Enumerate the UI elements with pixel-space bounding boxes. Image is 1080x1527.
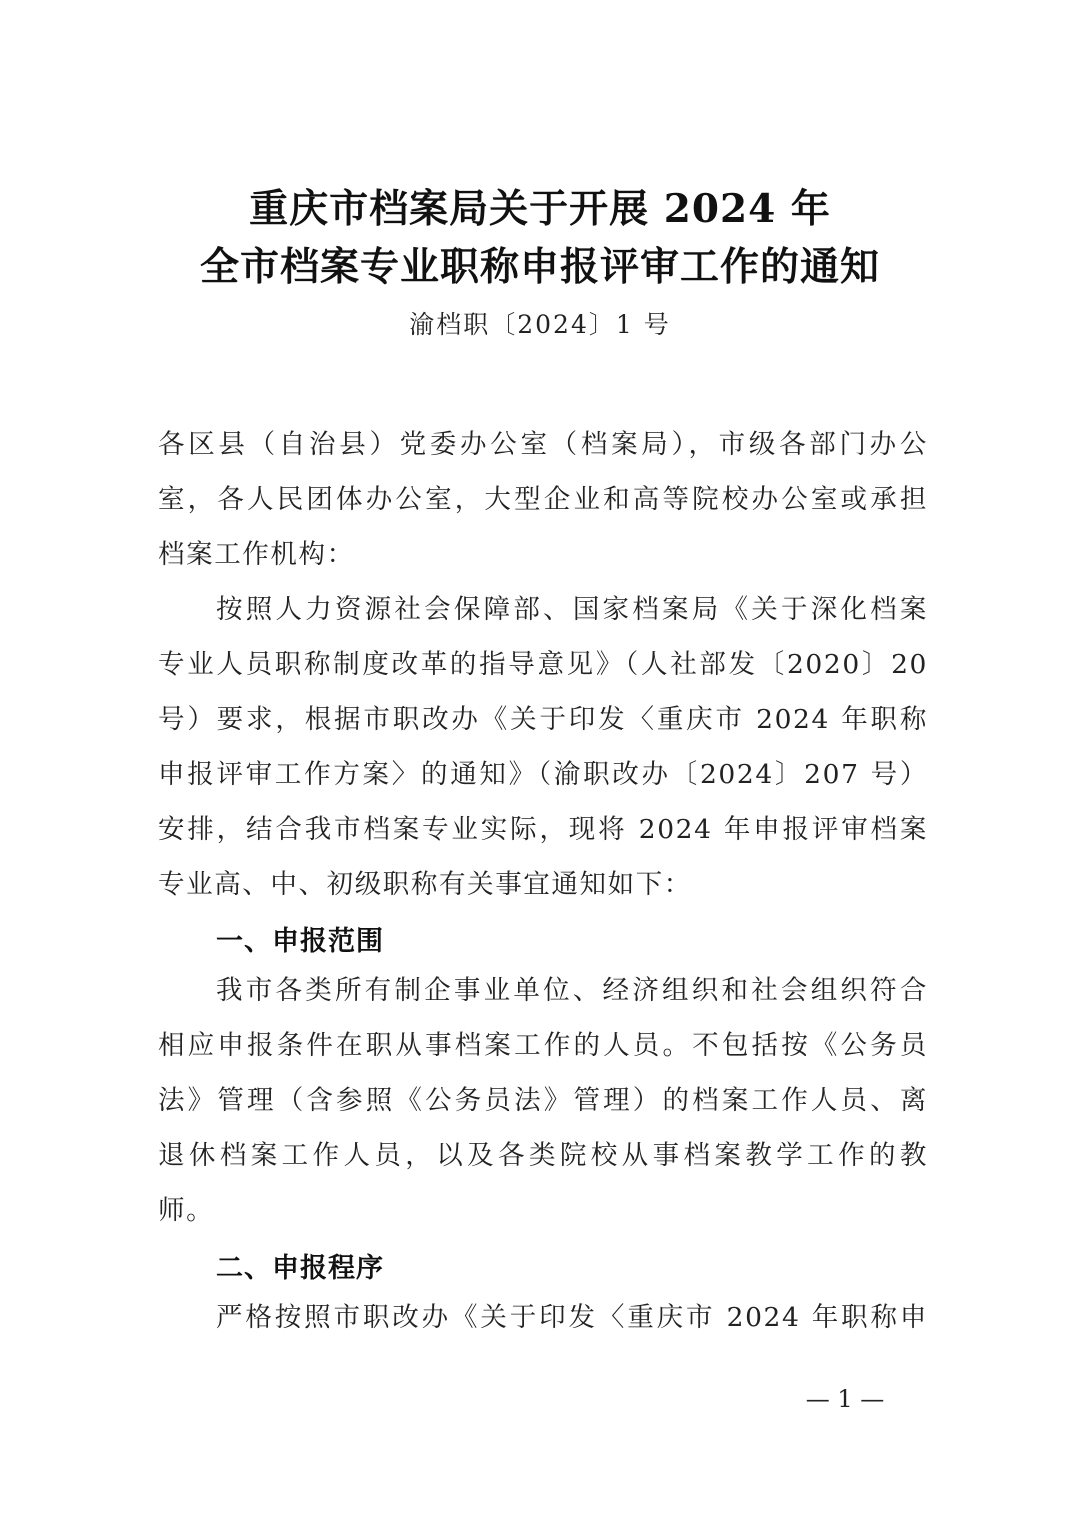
body-line: 按照人力资源社会保障部、国家档案局《关于深化档案 [216, 594, 928, 625]
body-line: 档案工作机构： [158, 539, 355, 570]
body-line: 安排，结合我市档案专业实际，现将 2024 年申报评审档案 [158, 814, 928, 845]
body-line: 法》管理（含参照《公务员法》管理）的档案工作人员、离 [158, 1085, 928, 1116]
body-line: 室，各人民团体办公室，大型企业和高等院校办公室或承担 [158, 484, 928, 515]
body-line: 号）要求，根据市职改办《关于印发〈重庆市 2024 年职称 [158, 704, 928, 735]
body-line: 相应申报条件在职从事档案工作的人员。不包括按《公务员 [158, 1030, 928, 1061]
body-line: 严格按照市职改办《关于印发〈重庆市 2024 年职称申 [216, 1302, 928, 1333]
page-number: — 1 — [805, 1385, 885, 1413]
document-title-line-1: 重庆市档案局关于开展 2024 年 [249, 186, 831, 232]
section-heading-procedure: 二、申报程序 [216, 1253, 384, 1284]
body-line: 我市各类所有制企事业单位、经济组织和社会组织符合 [216, 975, 928, 1006]
body-line: 师。 [158, 1195, 215, 1226]
body-line: 专业人员职称制度改革的指导意见》（人社部发〔2020〕20 [158, 649, 928, 680]
body-line: 专业高、中、初级职称有关事宜通知如下： [158, 869, 692, 900]
section-heading-scope: 一、申报范围 [216, 926, 384, 957]
body-line: 申报评审工作方案〉的通知》（渝职改办〔2024〕207 号） [158, 759, 928, 790]
body-line: 各区县（自治县）党委办公室（档案局），市级各部门办公 [158, 429, 928, 460]
body-line: 退休档案工作人员，以及各类院校从事档案教学工作的教 [158, 1140, 928, 1171]
document-title-line-2: 全市档案专业职称申报评审工作的通知 [199, 244, 880, 290]
document-number: 渝档职〔2024〕1 号 [409, 310, 671, 339]
